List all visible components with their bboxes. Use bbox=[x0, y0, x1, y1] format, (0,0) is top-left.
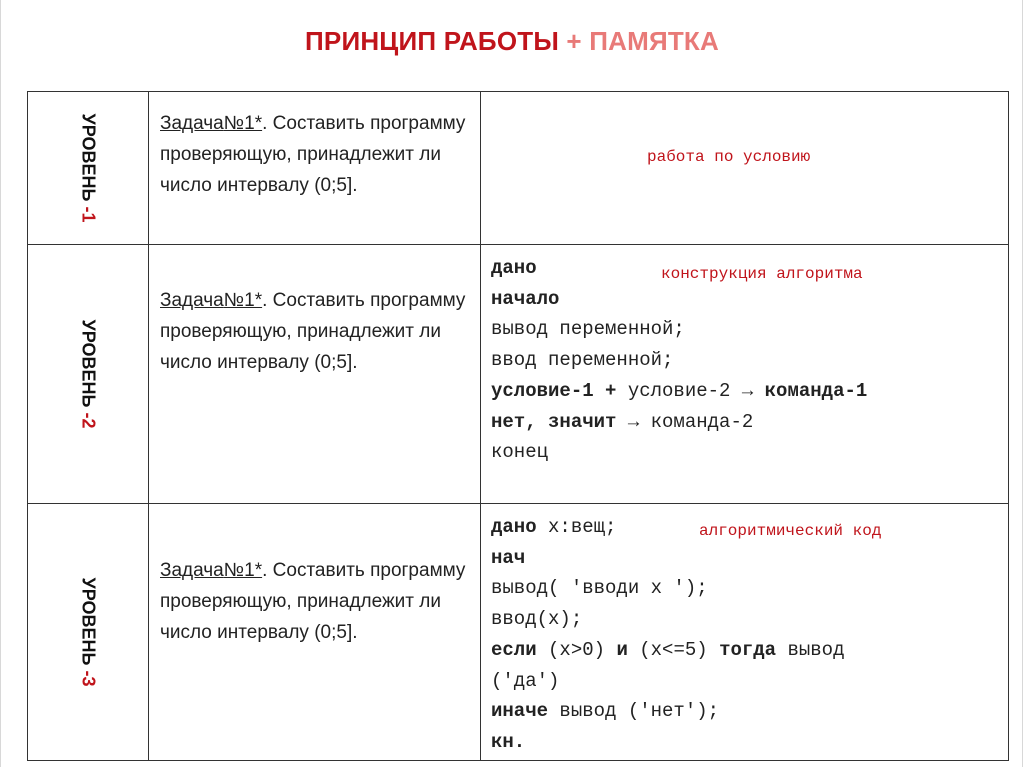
code-text: (x>0) bbox=[536, 638, 617, 661]
code-line: вывод переменной; bbox=[491, 318, 685, 341]
code-line: начало bbox=[491, 287, 560, 310]
level-label bbox=[78, 114, 99, 223]
left-edge-line bbox=[0, 0, 1, 767]
code-cell bbox=[481, 92, 1009, 245]
code-line: ввод переменной; bbox=[491, 349, 674, 372]
level-label bbox=[78, 320, 99, 429]
page-title bbox=[0, 26, 1024, 57]
level-row-3 bbox=[28, 504, 1009, 761]
task-cell bbox=[149, 245, 481, 504]
code-keyword: кн. bbox=[491, 730, 526, 753]
level-word: УРОВЕНЬ bbox=[78, 577, 99, 666]
code-keyword: нет, значит bbox=[491, 410, 617, 433]
code-line: вывод( 'вводи x '); bbox=[491, 577, 708, 600]
level-number: -3 bbox=[78, 670, 99, 687]
task-text bbox=[149, 92, 480, 201]
code-keyword: иначе bbox=[491, 700, 549, 723]
level-number: -1 bbox=[78, 206, 99, 223]
task-text bbox=[149, 245, 480, 378]
cell-note: конструкция алгоритма bbox=[661, 265, 863, 283]
level-number: -2 bbox=[78, 412, 99, 429]
level-cell bbox=[28, 245, 149, 504]
code-keyword: тогда bbox=[719, 638, 777, 661]
code-text: → команда-2 bbox=[616, 410, 754, 433]
code-text: x:вещ; bbox=[536, 516, 617, 538]
task-label: Задача bbox=[160, 560, 224, 581]
task-label: Задача bbox=[160, 113, 224, 134]
code-text: вывод bbox=[776, 638, 845, 661]
levels-table bbox=[27, 91, 1009, 761]
task-number: №1* bbox=[223, 113, 263, 134]
code-keyword: нач bbox=[491, 546, 526, 569]
level-word: УРОВЕНЬ bbox=[78, 113, 99, 202]
task-label: Задача bbox=[160, 290, 224, 311]
title-extra: + ПАМЯТКА bbox=[566, 26, 719, 56]
code-text: (x<=5) bbox=[627, 638, 720, 661]
code-text: условие-2 → bbox=[616, 379, 765, 402]
code-keyword: и bbox=[616, 638, 628, 661]
code-keyword: дано bbox=[491, 516, 537, 538]
code-keyword: если bbox=[491, 638, 537, 661]
level-row-2 bbox=[28, 245, 1009, 504]
level-cell bbox=[28, 92, 149, 245]
task-number: №1* bbox=[223, 560, 263, 581]
right-edge-line bbox=[1022, 0, 1023, 767]
code-cell bbox=[481, 504, 1009, 761]
task-cell bbox=[149, 504, 481, 761]
task-text bbox=[149, 504, 480, 648]
title-main: ПРИНЦИП РАБОТЫ bbox=[305, 26, 559, 56]
code-line: ('да') bbox=[491, 669, 560, 692]
level-label bbox=[78, 578, 99, 687]
task-description: . Составить программу проверяющую, принадлежит ли число интервалу (0;5]. bbox=[160, 290, 466, 373]
code-text: вывод ('нет'); bbox=[548, 700, 720, 723]
level-row-1 bbox=[28, 92, 1009, 245]
task-description: . Составить программу проверяющую, принадлежит ли число интервалу (0;5]. bbox=[160, 113, 466, 196]
code-cell bbox=[481, 245, 1009, 504]
code-block bbox=[491, 253, 867, 468]
level-word: УРОВЕНЬ bbox=[78, 319, 99, 408]
code-line: ввод(x); bbox=[491, 608, 583, 631]
code-line: конец bbox=[491, 441, 549, 464]
cell-note: работа по условию bbox=[647, 148, 811, 166]
task-cell bbox=[149, 92, 481, 245]
code-keyword: условие-1 + bbox=[491, 379, 617, 402]
code-line: дано bbox=[491, 257, 537, 279]
task-description: . Составить программу проверяющую, принадлежит ли число интервалу (0;5]. bbox=[160, 560, 466, 643]
level-cell bbox=[28, 504, 149, 761]
code-keyword: команда-1 bbox=[764, 379, 868, 402]
task-number: №1* bbox=[223, 290, 263, 311]
code-block bbox=[491, 512, 845, 758]
cell-note: алгоритмический код bbox=[699, 522, 882, 540]
